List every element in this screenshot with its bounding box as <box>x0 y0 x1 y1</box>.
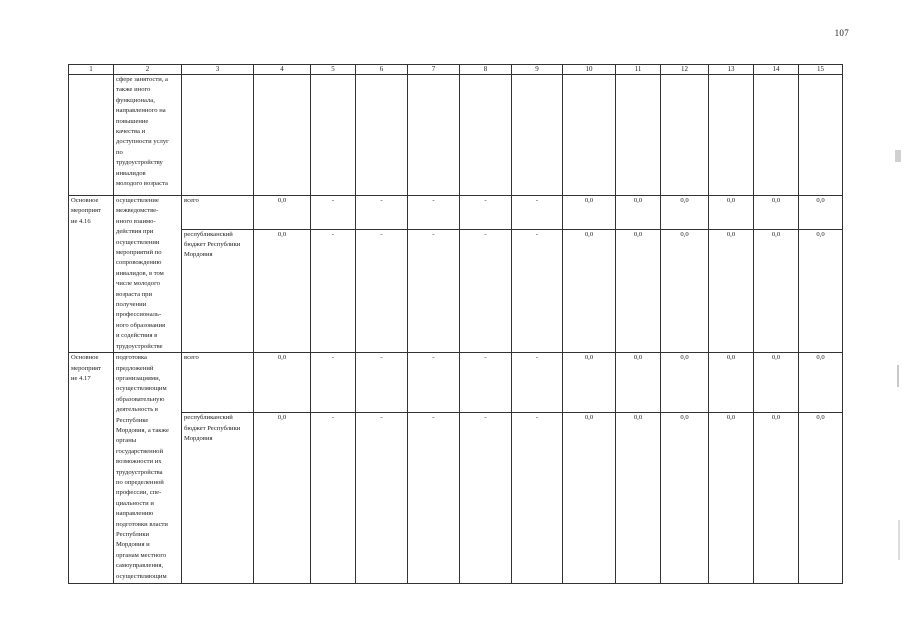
value-cell-col14: 0,0 <box>754 413 799 584</box>
column-header-3: 3 <box>182 65 254 75</box>
cell-description: сфере занятости, а также иного функционала, направленного на повышение качества и доступности услуг по трудоустройству инвалидов молодого возраста <box>114 75 182 196</box>
column-header-8: 8 <box>460 65 512 75</box>
page-number: 107 <box>834 28 849 38</box>
value-cell-col13: 0,0 <box>709 229 754 352</box>
value-cell-col12: 0,0 <box>661 229 709 352</box>
value-cell-col10: 0,0 <box>563 353 616 413</box>
scan-artifact <box>898 520 900 560</box>
value-cell-col6: - <box>356 229 408 352</box>
column-header-4: 4 <box>254 65 311 75</box>
value-cell-col7: - <box>408 196 460 230</box>
value-cell-col5: - <box>311 413 356 584</box>
table-row <box>69 353 843 413</box>
value-cell-col15: 0,0 <box>799 196 843 230</box>
cell-funding-source: республиканский бюджет Республики Мордовия <box>182 413 254 584</box>
scan-artifact <box>895 150 901 162</box>
value-cell-col6: - <box>356 413 408 584</box>
column-header-5: 5 <box>311 65 356 75</box>
value-cell-col5: - <box>311 229 356 352</box>
column-header-12: 12 <box>661 65 709 75</box>
cell-measure-code: Основное мероприят ие 4.16 <box>69 196 114 353</box>
value-cell-col6: - <box>356 196 408 230</box>
table-row <box>69 196 843 230</box>
cell-description: подготовка предложений организациями, осуществляющим образовательную деятельность в Республике Мордовия, а также органы государственной возможности их трудоустройства по определенной профессии, спе- циальности и направлению подготовки власти Республики Мордовия и органам местного самоуправления, осуществляющим <box>114 353 182 584</box>
value-cell-col11: 0,0 <box>616 353 661 413</box>
value-cell-col11: 0,0 <box>616 413 661 584</box>
value-cell-col9: - <box>512 229 563 352</box>
value-cell-col6: - <box>356 353 408 413</box>
cell-measure-code: Основное мероприят ие 4.17 <box>69 353 114 584</box>
value-cell-col10: 0,0 <box>563 229 616 352</box>
scan-artifact <box>897 365 899 387</box>
budget-table <box>68 64 843 584</box>
value-cell-col14: 0,0 <box>754 353 799 413</box>
value-cell-col4: 0,0 <box>254 353 311 413</box>
value-cell-col4: 0,0 <box>254 413 311 584</box>
value-cell-col7: - <box>408 229 460 352</box>
cell-funding-source: республиканский бюджет Республики Мордовия <box>182 229 254 352</box>
cell-funding-source: всего <box>182 353 254 413</box>
value-cell-col5: - <box>311 196 356 230</box>
table-row <box>69 229 843 352</box>
header-row <box>69 65 843 75</box>
column-header-15: 15 <box>799 65 843 75</box>
value-cell-col4: 0,0 <box>254 196 311 230</box>
value-cell-col8: - <box>460 229 512 352</box>
value-cell-col14: 0,0 <box>754 196 799 230</box>
value-cell-col15: 0,0 <box>799 229 843 352</box>
column-header-9: 9 <box>512 65 563 75</box>
value-cell-col13: 0,0 <box>709 353 754 413</box>
value-cell-col12: 0,0 <box>661 196 709 230</box>
cell-funding-source: всего <box>182 196 254 230</box>
value-cell-col7: - <box>408 353 460 413</box>
value-cell-col10: 0,0 <box>563 413 616 584</box>
value-cell-col10: 0,0 <box>563 196 616 230</box>
value-cell-col8: - <box>460 353 512 413</box>
table-row <box>69 413 843 584</box>
column-header-7: 7 <box>408 65 460 75</box>
value-cell-col15: 0,0 <box>799 413 843 584</box>
column-header-1: 1 <box>69 65 114 75</box>
value-cell-col11: 0,0 <box>616 229 661 352</box>
value-cell-col13: 0,0 <box>709 196 754 230</box>
value-cell-col4: 0,0 <box>254 229 311 352</box>
continuation-row <box>69 75 843 196</box>
column-header-11: 11 <box>616 65 661 75</box>
value-cell-col9: - <box>512 353 563 413</box>
value-cell-col5: - <box>311 353 356 413</box>
value-cell-col9: - <box>512 196 563 230</box>
column-header-14: 14 <box>754 65 799 75</box>
cell-description: осуществление межведомстве- нного взаимо- действия при осуществлении мероприятий по сопровождению инвалидов, в том числе молодого возраста при получении профессиональ- ного образования и содействия в трудоустройстве <box>114 196 182 353</box>
value-cell-col15: 0,0 <box>799 353 843 413</box>
value-cell-col11: 0,0 <box>616 196 661 230</box>
value-cell-col8: - <box>460 196 512 230</box>
value-cell-col8: - <box>460 413 512 584</box>
column-header-6: 6 <box>356 65 408 75</box>
value-cell-col14: 0,0 <box>754 229 799 352</box>
value-cell-col9: - <box>512 413 563 584</box>
column-header-10: 10 <box>563 65 616 75</box>
column-header-2: 2 <box>114 65 182 75</box>
value-cell-col12: 0,0 <box>661 353 709 413</box>
value-cell-col13: 0,0 <box>709 413 754 584</box>
cell-c1 <box>69 75 114 196</box>
value-cell-col7: - <box>408 413 460 584</box>
value-cell-col12: 0,0 <box>661 413 709 584</box>
column-header-13: 13 <box>709 65 754 75</box>
